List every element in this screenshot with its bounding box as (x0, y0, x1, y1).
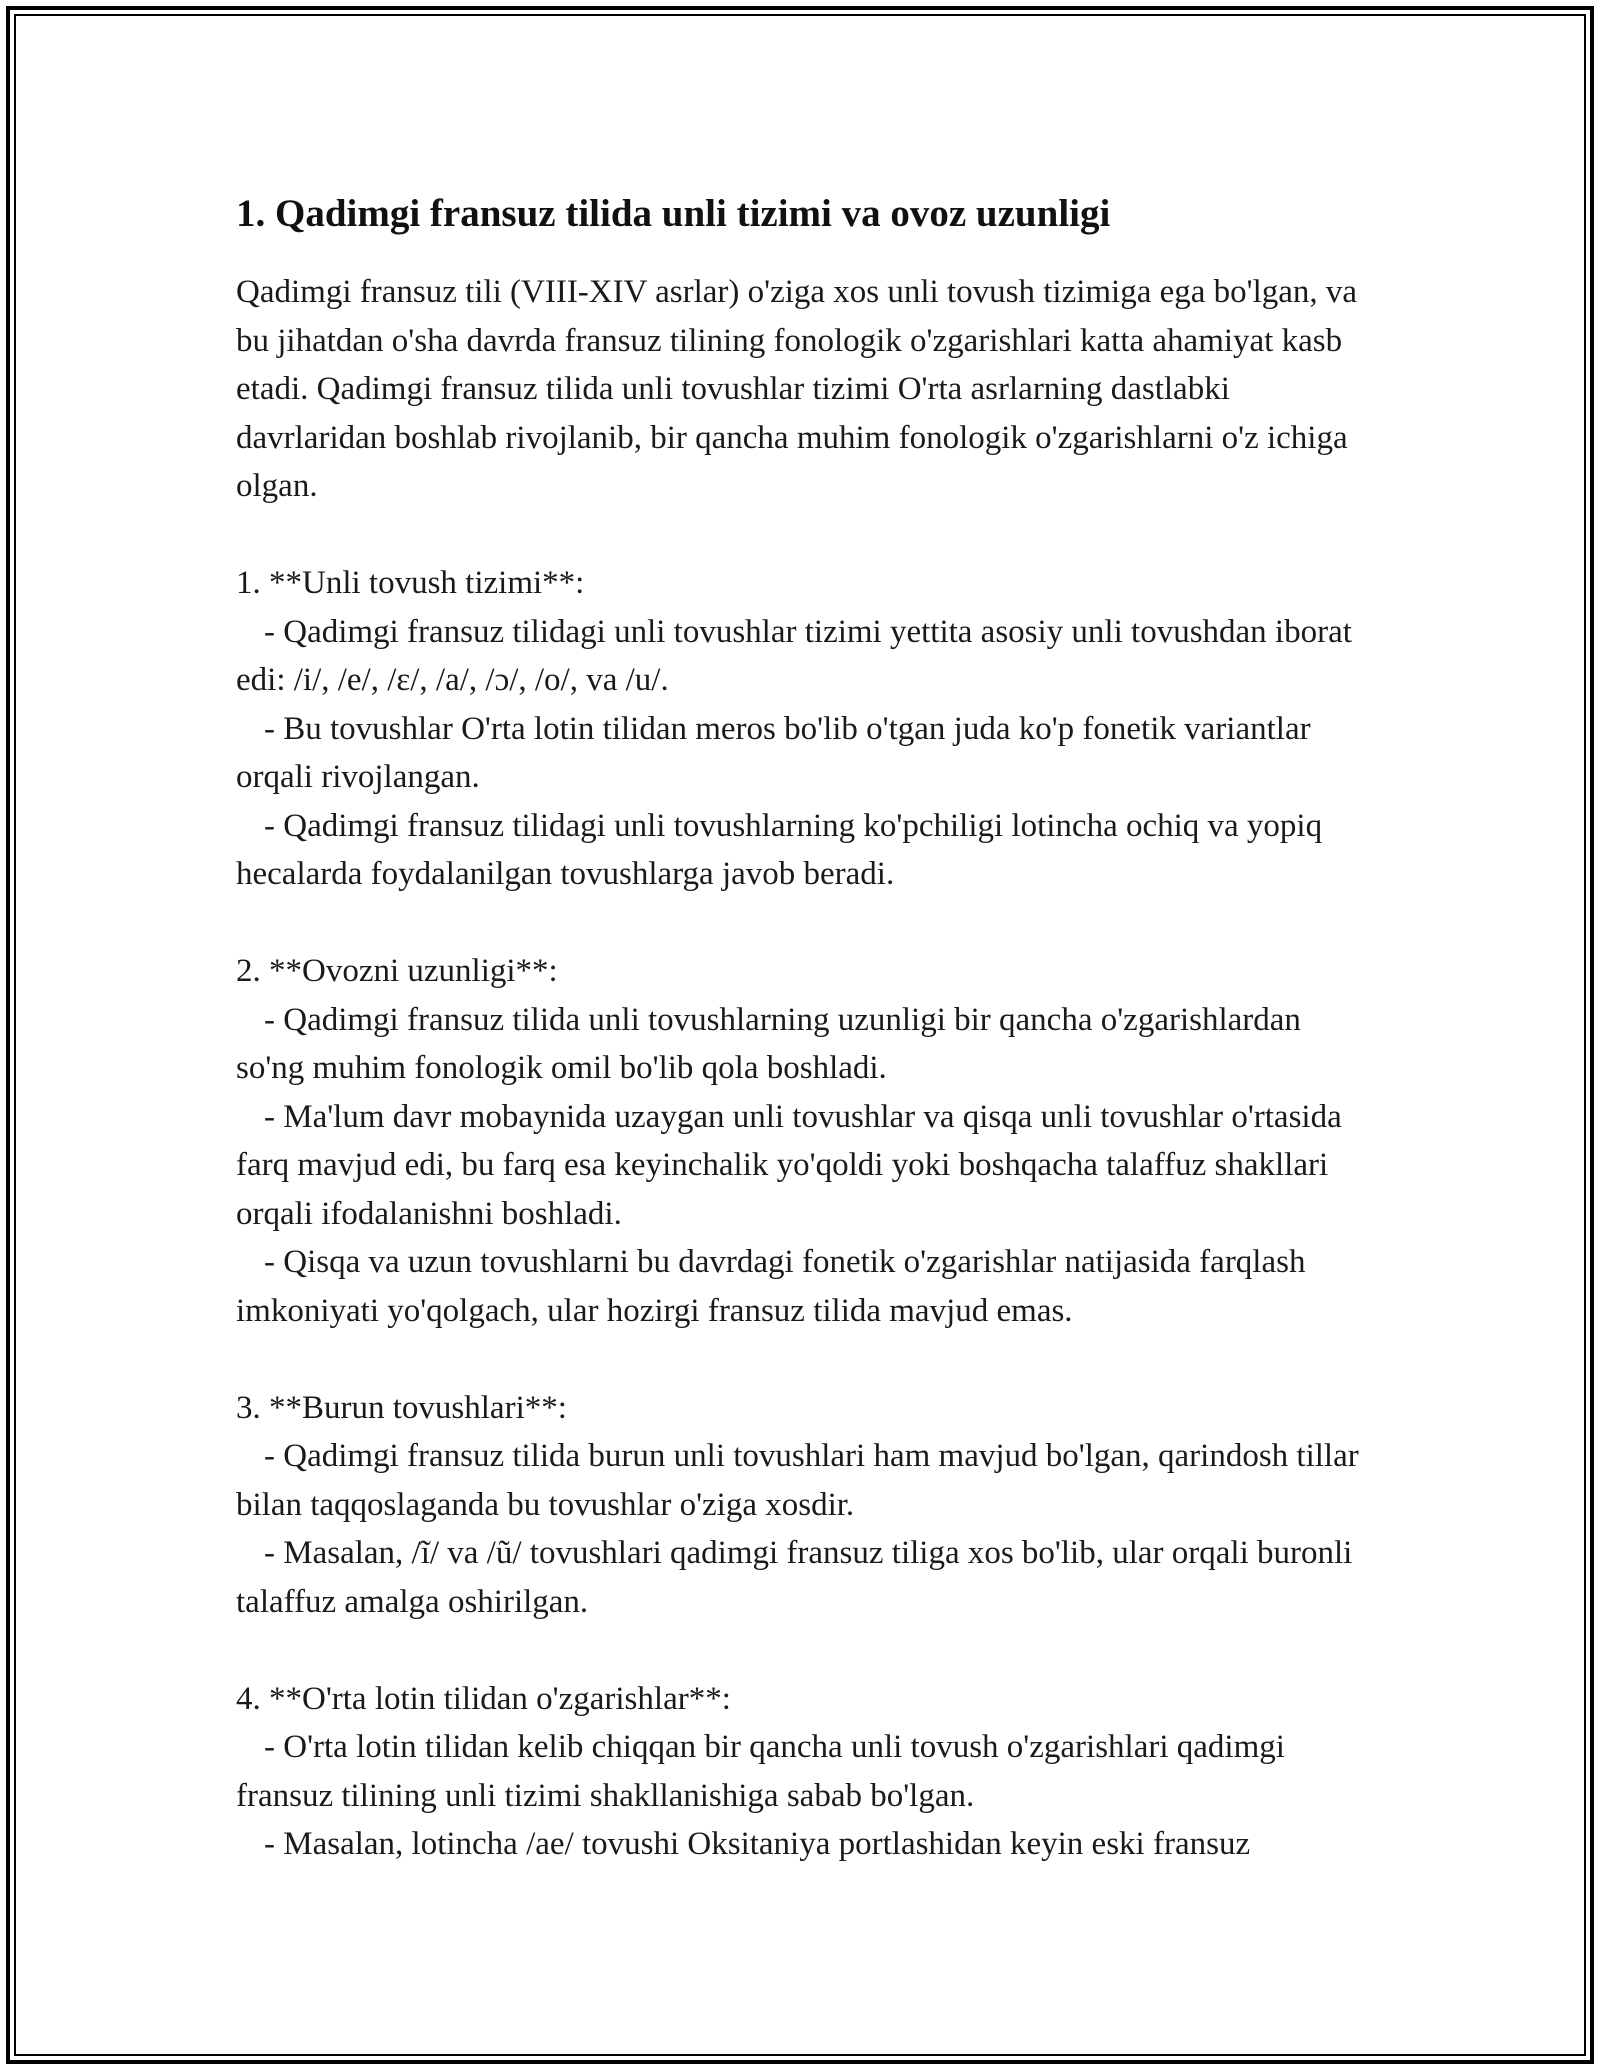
bullet-item: - Bu tovushlar O'rta lotin tilidan meros bo'lib o'tgan juda ko'p fonetik variantlar orqali rivojlangan. (236, 710, 1311, 795)
document-title: 1. Qadimgi fransuz tilida unli tizimi va ovoz uzunligi (236, 192, 1111, 235)
section-vowel-system (236, 559, 1376, 899)
section-heading: 1. **Unli tovush tizimi**: (236, 565, 585, 601)
bullet-item: - Qadimgi fransuz tilidagi unli tovushlarning ko'pchiligi lotincha ochiq va yopiq hecalarda foydalanilgan tovushlarga javob beradi. (236, 807, 1323, 892)
bullet-item: - Qisqa va uzun tovushlarni bu davrdagi fonetik o'zgarishlar natijasida farqlash imkoniyati yo'qolgach, ular hozirgi fransuz tilida mavjud emas. (236, 1244, 1306, 1329)
intro-paragraph: Qadimgi fransuz tili (VIII-XIV asrlar) o'ziga xos unli tovush tizimiga ega bo'lgan, va bu jihatdan o'sha davrda fransuz tilining fonologik o'zgarishlari katta ahamiyat kasb etadi. Qadimgi fransuz tilida unli tovushlar tizimi O'rta asrlarning dastlabki davrlaridan boshlab rivojlanib, bir qancha muhim fonologik o'zgarishlarni o'z ichiga olgan. (236, 274, 1358, 504)
section-latin-changes (236, 1675, 1376, 1869)
bullet-item: - Ma'lum davr mobaynida uzaygan unli tovushlar va qisqa unli tovushlar o'rtasida farq mavjud edi, bu farq esa keyinchalik yo'qoldi yoki boshqacha talaffuz shakllari orqali ifodalanishni boshladi. (236, 1098, 1342, 1232)
bullet-item: - O'rta lotin tilidan kelib chiqqan bir qancha unli tovush o'zgarishlari qadimgi fransuz tilining unli tizimi shakllanishiga sabab bo'lgan. (236, 1729, 1285, 1814)
section-heading: 4. **O'rta lotin tilidan o'zgarishlar**: (236, 1680, 731, 1717)
section-heading: 3. **Burun tovushlari**: (236, 1389, 567, 1426)
document-body (236, 186, 1376, 1869)
section-heading: 2. **Ovozni uzunligi**: (236, 953, 558, 989)
section-nasal-sounds (236, 1384, 1376, 1627)
bullet-item: - Masalan, /ĩ/ va /ũ/ tovushlari qadimgi fransuz tiliga xos bo'lib, ular orqali buronli talaffuz amalga oshirilgan. (236, 1535, 1353, 1620)
bullet-item: - Qadimgi fransuz tilida burun unli tovushlari ham mavjud bo'lgan, qarindosh tillar bilan taqqoslaganda bu tovushlar o'ziga xosdir. (236, 1438, 1359, 1523)
section-vowel-length (236, 947, 1376, 1335)
bullet-item: - Qadimgi fransuz tilidagi unli tovushlar tizimi yettita asosiy unli tovushdan iborat edi: /i/, /e/, /ɛ/, /a/, /ɔ/, /o/, va /u/. (236, 613, 1352, 698)
bullet-item: - Qadimgi fransuz tilida unli tovushlarning uzunligi bir qancha o'zgarishlardan so'ng muhim fonologik omil bo'lib qola boshladi. (236, 1001, 1301, 1086)
bullet-item: - Masalan, lotincha /ae/ tovushi Oksitaniya portlashidan keyin eski fransuz (264, 1826, 1251, 1862)
